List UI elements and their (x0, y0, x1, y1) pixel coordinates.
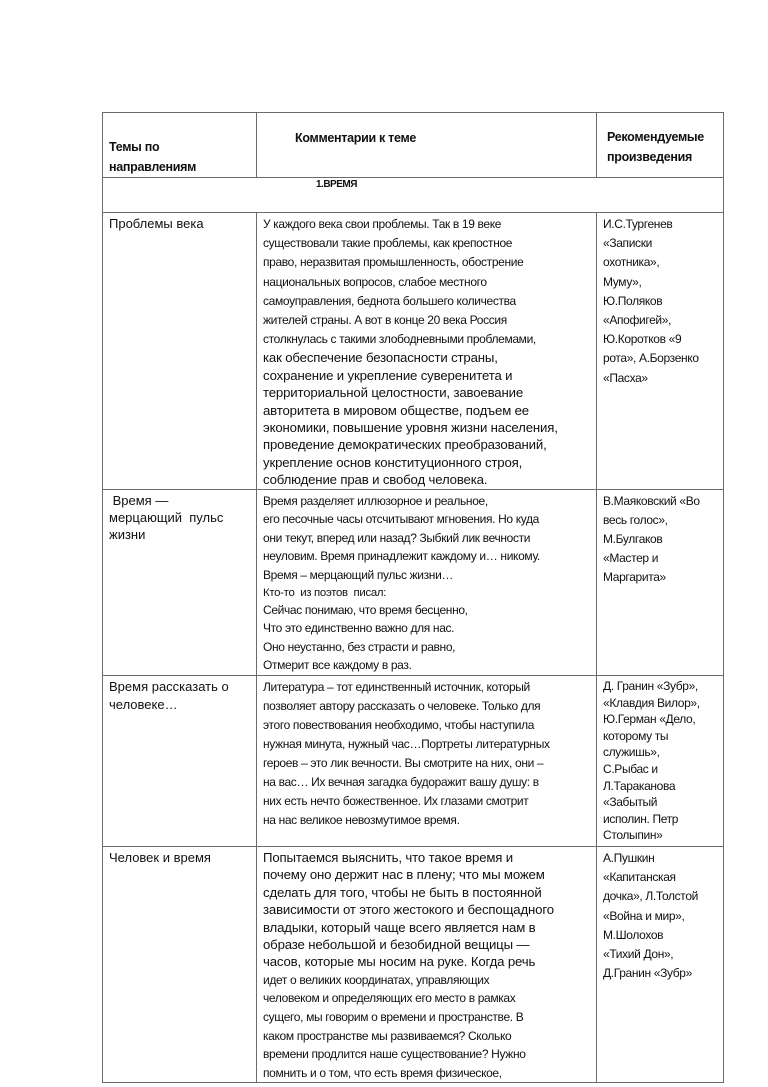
comment-line: человеком и определяющих его место в рамках (263, 991, 516, 1006)
comment-line: проведение демократических преобразований, (263, 437, 547, 453)
works-cell (597, 847, 724, 1083)
comment-line: укрепление основ конституционного строя, (263, 454, 523, 470)
comment-line: как обеспечение безопасности страны, (263, 350, 498, 366)
header-comments (257, 113, 597, 178)
poem-line: Что это единственно важно для нас. (263, 621, 455, 636)
section-title: 1.ВРЕМЯ (316, 179, 357, 190)
comment-line: героев – это лик вечности. Вы смотрите на них, они – (263, 756, 544, 771)
works-line: Столыпин» (603, 828, 663, 843)
header-topics-line2: направлениям (109, 160, 197, 174)
works-line: которому ты (603, 728, 669, 743)
comment-line: образе небольшой и безобидной вещицы — (263, 937, 530, 953)
topic-line: мерцающий пульс (109, 509, 224, 525)
works-line: «Клавдия Вилор», (603, 695, 700, 710)
comment-line: право, неразвитая промышленность, обострение (263, 255, 524, 270)
topic-text: Человек и время (109, 850, 211, 866)
works-line: охотника», (603, 255, 660, 270)
comment-line: Попытаемся выяснить, что такое время и (263, 850, 514, 866)
works-line: «Война и мир», (603, 908, 685, 923)
works-line: Ю.Коротков «9 (603, 332, 682, 347)
comment-line: существовали такие проблемы, как крепостное (263, 236, 513, 251)
topic-text: Проблемы века (109, 216, 204, 231)
comment-cell (257, 676, 597, 847)
header-topics (103, 113, 257, 178)
comment-line: на нас великое невозмутимое время. (263, 813, 460, 828)
works-line: С.Рыбас и (603, 761, 658, 776)
works-line: М.Булгаков (603, 532, 663, 547)
table-row (103, 213, 724, 490)
poem-line: Оно неустанно, без страсти и равно, (263, 639, 456, 654)
works-line: Д.Гранин «Зубр» (603, 966, 692, 981)
section-row (103, 178, 724, 213)
topic-line: человеке… (109, 697, 178, 713)
comment-line: них есть нечто божественное. Их глазами смотрит (263, 794, 529, 809)
works-line: исполин. Петр (603, 811, 679, 826)
comment-line: сущего, мы говорим о времени и пространстве. В (263, 1010, 524, 1025)
comment-line: территориальной целостности, завоевание (263, 385, 524, 401)
comment-line: времени продлится наше существование? Нужно (263, 1047, 526, 1062)
poem-line: Сейчас понимаю, что время бесценно, (263, 602, 468, 617)
header-recommended (597, 113, 724, 178)
comment-line: почему оно держит нас в плену; что мы можем (263, 867, 545, 883)
topic-line: Время — (109, 492, 169, 508)
works-line: «Забытый (603, 795, 658, 810)
works-cell (597, 489, 724, 675)
works-line: Муму», (603, 274, 642, 289)
comment-line: этого повествования необходимо, чтобы наступила (263, 718, 535, 733)
comment-line: жителей страны. А вот в конце 20 века Россия (263, 313, 507, 328)
comment-line: зависимости от этого жестокого и беспощадного (263, 902, 554, 918)
comment-line: соблюдение прав и свобод человека. (263, 472, 488, 488)
works-line: «Мастер и (603, 551, 659, 566)
comment-line: неуловим. Время принадлежит каждому и… никому. (263, 549, 540, 564)
comment-line: владыки, который чаще всего является нам в (263, 919, 536, 935)
comment-cell (257, 213, 597, 490)
works-line: Д. Гранин «Зубр», (603, 679, 698, 694)
comment-line: помнить и о том, что есть время физическое, (263, 1065, 502, 1080)
works-line: «Тихий Дон», (603, 947, 674, 962)
works-line: «Записки (603, 236, 652, 251)
header-row (103, 113, 724, 178)
comment-line: Время разделяет иллюзорное и реальное, (263, 493, 488, 508)
comment-line: его песочные часы отсчитывают мгновения. Но куда (263, 512, 539, 527)
header-comments-label: Комментарии к теме (295, 131, 417, 145)
comment-line: позволяет автору рассказать о человеке. Только для (263, 699, 541, 714)
comment-cell (257, 847, 597, 1083)
comment-line: Кто-то из поэтов писал: (263, 586, 387, 599)
header-topics-line1: Темы по (109, 140, 160, 154)
works-cell (597, 676, 724, 847)
poem-line: Отмерит все каждому в раз. (263, 658, 412, 673)
themes-table (102, 112, 724, 1083)
comment-line: они текут, вперед или назад? Зыбкий лик вечности (263, 530, 531, 545)
topic-cell (103, 213, 257, 490)
comment-line: экономики, повышение уровня жизни населения, (263, 420, 558, 436)
header-recommended-line2: произведения (607, 150, 693, 164)
comment-line: на вас… Их вечная загадка будоражит вашу душу: в (263, 775, 539, 790)
topic-cell (103, 847, 257, 1083)
comment-line: Время – мерцающий пульс жизни… (263, 568, 454, 583)
comment-line: национальных вопросов, слабое местного (263, 274, 487, 289)
works-line: служишь», (603, 745, 660, 760)
comment-line: авторитета в мировом обществе, подъем ее (263, 402, 529, 418)
section-title-cell (103, 178, 724, 213)
comment-line: каком пространстве мы развиваемся? Сколько (263, 1028, 512, 1043)
works-line: Л.Тараканова (603, 778, 676, 793)
works-line: «Апофигей», (603, 313, 672, 328)
table-row (103, 676, 724, 847)
comment-line: Литература – тот единственный источник, который (263, 680, 530, 695)
header-recommended-line1: Рекомендуемые (607, 130, 704, 144)
works-line: весь голос», (603, 512, 668, 527)
topic-line: жизни (109, 526, 146, 542)
works-line: М.Шолохов (603, 927, 664, 942)
comment-line: сохранение и укрепление суверенитета и (263, 367, 513, 383)
topic-cell (103, 676, 257, 847)
works-line: рота», А.Борзенко (603, 351, 699, 366)
topic-cell (103, 489, 257, 675)
table-row (103, 489, 724, 675)
topic-line: Время рассказать о (109, 679, 229, 695)
works-line: дочка», Л.Толстой (603, 889, 698, 904)
comment-line: часов, которые мы носим на руке. Когда речь (263, 954, 536, 970)
comment-line: У каждого века свои проблемы. Так в 19 веке (263, 217, 502, 231)
works-line: «Пасха» (603, 370, 648, 385)
works-line: Маргарита» (603, 570, 666, 585)
comment-line: нужная минута, нужный час…Портреты литературных (263, 737, 550, 752)
works-line: Ю.Герман «Дело, (603, 712, 696, 727)
works-line: Ю.Поляков (603, 293, 663, 308)
works-line: «Капитанская (603, 870, 676, 885)
comment-line: самоуправления, беднота большего количества (263, 293, 516, 308)
comment-cell (257, 489, 597, 675)
works-line: В.Маяковский «Во (603, 493, 700, 508)
works-line: И.С.Тургенев (603, 217, 673, 231)
works-line: А.Пушкин (603, 851, 655, 866)
table-row (103, 847, 724, 1083)
works-cell (597, 213, 724, 490)
comment-line: идет о великих координатах, управляющих (263, 972, 490, 987)
comment-line: сделать для того, чтобы не быть в постоянной (263, 884, 542, 900)
comment-line: столкнулась с такими злободневными проблемами, (263, 332, 536, 347)
